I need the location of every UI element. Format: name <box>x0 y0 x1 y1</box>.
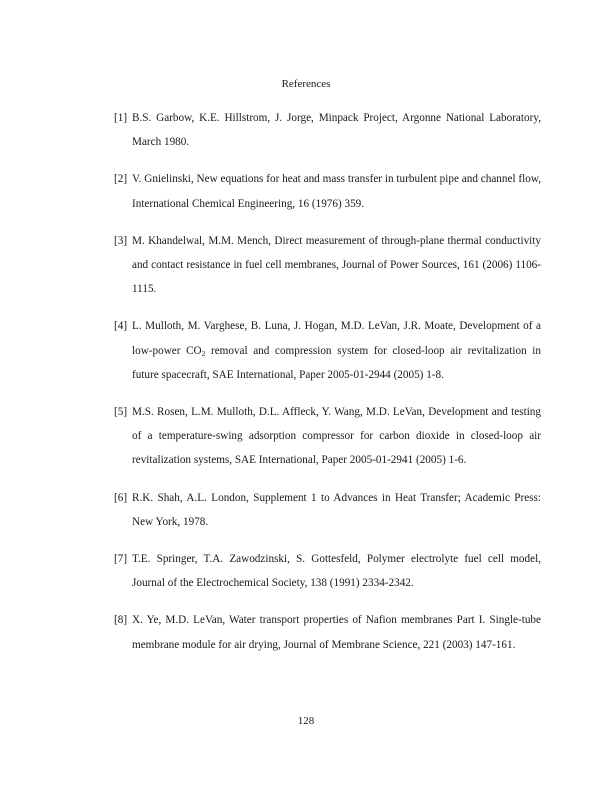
reference-label: [5] <box>114 406 128 419</box>
reference-item <box>114 400 541 473</box>
reference-text: M. Khandelwal, M.M. Mench, Direct measurement of through-plane thermal conductivity and contact resistance in fuel cell membranes, Journal of Power Sources, 161 (2006) 1106-1115. <box>132 234 541 296</box>
reference-label: [2] <box>114 173 128 186</box>
reference-item <box>114 486 541 534</box>
reference-label: [1] <box>114 112 128 124</box>
reference-label: [4] <box>114 320 128 333</box>
reference-text-part: L. Mulloth, M. Varghese, B. Luna, J. Hogan, M.D. LeVan, J.R. Moate, Development of a low-power CO <box>132 320 541 357</box>
reference-text: T.E. Springer, T.A. Zawodzinski, S. Gottesfeld, Polymer electrolyte fuel cell model, Journal of the Electrochemical Society, 138 (1991) 2334-2342. <box>132 553 541 590</box>
reference-text: M.S. Rosen, L.M. Mulloth, D.L. Affleck, Y. Wang, M.D. LeVan, Development and testing of a temperature-swing adsorption compressor for carbon dioxide in closed-loop air revitalization systems, SAE International, Paper 2005-01-2941 (2005) 1-6. <box>132 406 541 467</box>
reference-list <box>114 106 541 670</box>
reference-item <box>114 106 541 154</box>
reference-text: B.S. Garbow, K.E. Hillstrom, J. Jorge, Minpack Project, Argonne National Laboratory, March 1980. <box>132 112 541 149</box>
reference-label: [6] <box>114 491 128 504</box>
reference-item <box>114 314 541 387</box>
reference-text: V. Gnielinski, New equations for heat and mass transfer in turbulent pipe and channel flow, International Chemical Engineering, 16 (1976) 359. <box>132 173 541 210</box>
reference-text-part: removal and compression system for closed-loop air revitalization in future spacecraft, SAE International, Paper 2005-01-2944 (2005) 1-8. <box>132 344 541 381</box>
reference-item <box>114 608 541 656</box>
reference-label: [8] <box>114 614 128 627</box>
reference-text: X. Ye, M.D. LeVan, Water transport properties of Nafion membranes Part I. Single-tube membrane module for air drying, Journal of Membrane Science, 221 (2003) 147-161. <box>132 614 541 651</box>
reference-label: [3] <box>114 234 128 247</box>
reference-text: R.K. Shah, A.L. London, Supplement 1 to Advances in Heat Transfer; Academic Press: New York, 1978. <box>132 491 541 528</box>
reference-text <box>132 320 541 380</box>
page-title: References <box>281 78 331 90</box>
reference-label: [7] <box>114 553 128 566</box>
reference-item <box>114 547 541 595</box>
reference-item <box>114 229 541 302</box>
page-number: 128 <box>297 715 315 727</box>
reference-item <box>114 167 541 215</box>
subscript: 2 <box>201 348 206 358</box>
